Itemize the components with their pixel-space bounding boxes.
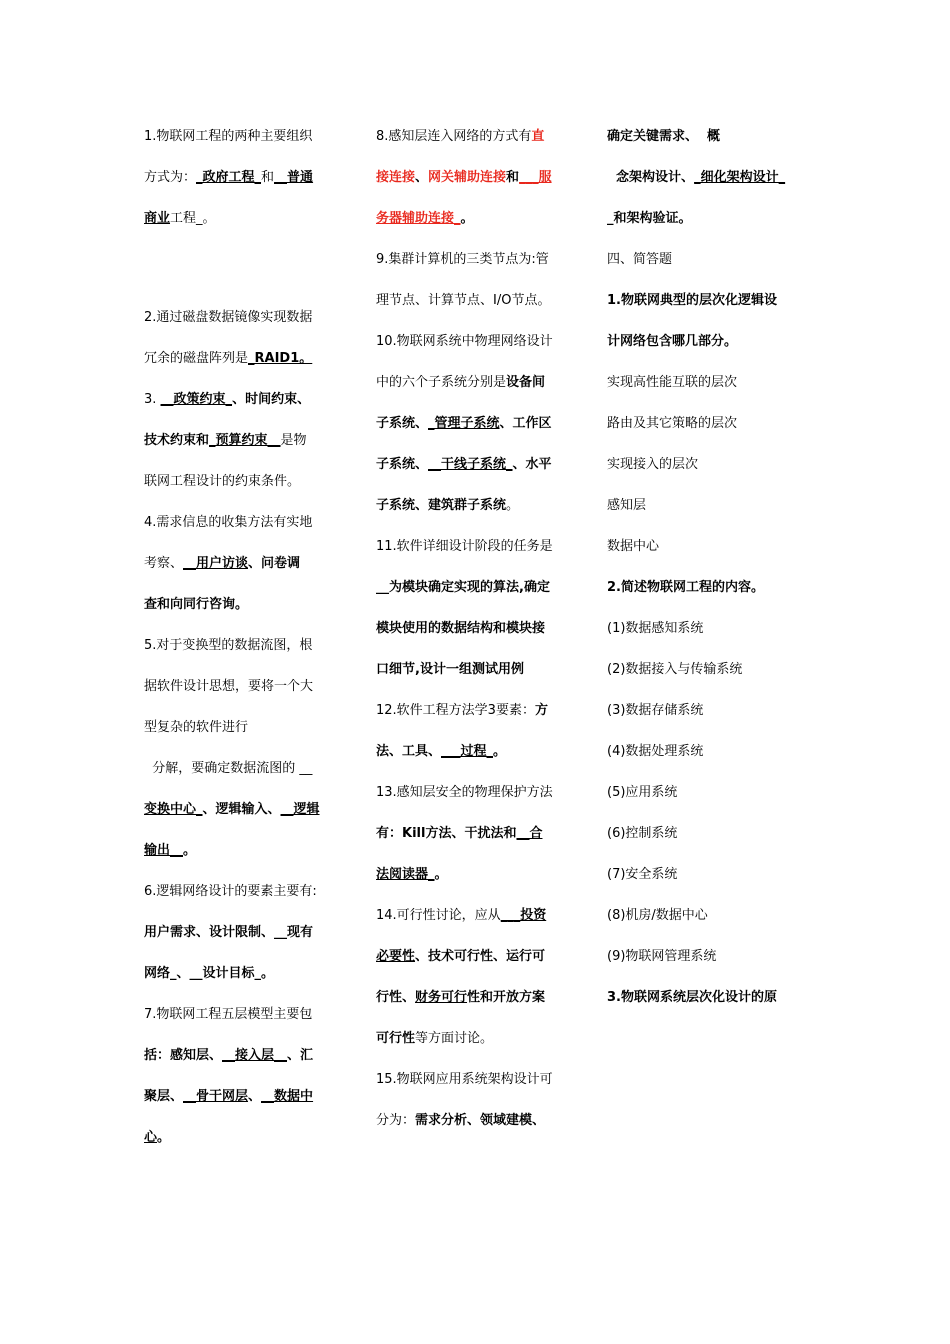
text-segment: 。: [183, 843, 197, 858]
text-segment: __合: [516, 826, 543, 841]
text-segment: ___过程_: [441, 744, 494, 759]
text-segment: 需求分析、领域建模、: [415, 1113, 546, 1128]
text-line: [607, 940, 817, 981]
text-segment: 必要性: [376, 949, 416, 964]
text-segment: ___服: [519, 170, 552, 185]
text-segment: 。: [460, 211, 474, 226]
text-line: [144, 629, 344, 670]
text-segment: 、时间约束、: [232, 392, 311, 407]
text-segment: 4.需求信息的收集方法有实地: [144, 515, 313, 530]
text-line: [376, 120, 576, 161]
text-line: [144, 752, 344, 793]
text-line: [376, 366, 576, 407]
text-line: [376, 817, 576, 858]
text-segment: 是物: [280, 433, 307, 448]
text-line: [607, 530, 817, 571]
text-segment: _政府工程_: [196, 170, 262, 185]
text-segment: (5)应用系统: [607, 785, 678, 800]
text-segment: 四、简答题: [607, 252, 673, 267]
text-segment: 数据中心: [607, 539, 660, 554]
text-line: [607, 202, 817, 243]
text-segment: 实现高性能互联的层次: [607, 375, 738, 390]
text-segment: 工程_。: [170, 211, 216, 226]
text-segment: 、技术可行性、运行可: [415, 949, 546, 964]
text-segment: 可行性: [376, 1031, 416, 1046]
text-segment: 方: [534, 703, 548, 718]
text-segment: 性和开放方案: [467, 990, 546, 1005]
text-line: [607, 120, 817, 161]
text-line: [376, 858, 576, 899]
text-segment: 考察、: [144, 556, 184, 571]
column-right: [607, 120, 817, 1022]
text-line: [144, 547, 344, 588]
text-line: [607, 284, 817, 325]
text-segment: 。: [493, 744, 507, 759]
text-segment: 务器辅助连接_: [376, 211, 461, 226]
text-line: [607, 817, 817, 858]
text-segment: 9.集群计算机的三类节点为:管: [376, 252, 549, 267]
text-segment: 商业: [144, 211, 171, 226]
text-segment: 型复杂的软件进行: [144, 720, 249, 735]
text-segment: 3.物联网系统层次化设计的原: [607, 990, 777, 1005]
text-line: [144, 711, 344, 752]
text-segment: __数据中: [261, 1089, 314, 1104]
text-line: [376, 899, 576, 940]
text-segment: 14.可行性讨论，应从: [376, 908, 501, 923]
text-segment: 、汇: [287, 1048, 314, 1063]
text-segment: _细化架构设计_: [694, 170, 786, 185]
text-line: [144, 793, 344, 834]
text-line: [144, 161, 344, 202]
text-segment: 12.软件工程方法学3要素：: [376, 703, 535, 718]
text-segment: 、水平: [512, 457, 552, 472]
text-line: [376, 1022, 576, 1063]
text-segment: __干线子系统_: [428, 457, 513, 472]
text-segment: 冗余的磁盘阵列是: [144, 351, 249, 366]
text-line: [376, 776, 576, 817]
text-segment: ___投资: [500, 908, 547, 923]
text-segment: 念架构设计、: [607, 170, 695, 185]
text-line: [144, 465, 344, 506]
text-line: [607, 366, 817, 407]
text-segment: 实现接入的层次: [607, 457, 699, 472]
text-segment: 网关辅助连接: [428, 170, 507, 185]
text-line: [607, 325, 817, 366]
text-line: [376, 284, 576, 325]
text-segment: 查和向同行咨询。: [144, 597, 249, 612]
text-segment: 、逻辑输入、: [202, 802, 281, 817]
text-segment: 行性、: [376, 990, 416, 1005]
text-line: [607, 981, 817, 1022]
text-line: [376, 161, 576, 202]
text-line: [144, 383, 344, 424]
text-segment: 感知层: [607, 498, 647, 513]
text-line: [376, 1063, 576, 1104]
text-segment: _和架构验证。: [607, 211, 692, 226]
text-line: [607, 612, 817, 653]
text-segment: 5.对于变换型的数据流图，根: [144, 638, 313, 653]
text-segment: 。: [157, 1130, 171, 1145]
text-segment: 聚层、: [144, 1089, 184, 1104]
text-segment: 联网工程设计的约束条件。: [144, 474, 301, 489]
text-line: [376, 448, 576, 489]
text-segment: __用户访谈: [183, 556, 249, 571]
text-segment: 技术约束和: [144, 433, 210, 448]
text-segment: 1.物联网工程的两种主要组织: [144, 129, 313, 144]
text-line: [376, 202, 576, 243]
text-line: [607, 448, 817, 489]
text-line: [144, 1080, 344, 1121]
text-line: [144, 998, 344, 1039]
text-segment: 口细节,设计一组测试用例: [376, 662, 524, 677]
text-line: [376, 571, 576, 612]
text-segment: 和: [506, 170, 520, 185]
text-line: [144, 506, 344, 547]
text-line: [144, 424, 344, 465]
text-segment: 15.物联网应用系统架构设计可: [376, 1072, 553, 1087]
text-segment: 3.: [144, 392, 161, 407]
text-line: [376, 325, 576, 366]
text-segment: 子系统、: [376, 416, 429, 431]
text-segment: 8.感知层连入网络的方式有: [376, 129, 532, 144]
text-segment: 心: [144, 1130, 158, 1145]
text-line: [607, 735, 817, 776]
text-line: [144, 342, 344, 383]
paragraph-gap: [144, 243, 344, 301]
text-segment: 变换中心_: [144, 802, 203, 817]
text-segment: (9)物联网管理系统: [607, 949, 717, 964]
text-segment: 、工作区: [499, 416, 552, 431]
text-segment: 分为：: [376, 1113, 416, 1128]
text-line: [144, 957, 344, 998]
text-segment: 据软件设计思想，要将一个大: [144, 679, 314, 694]
text-line: [376, 489, 576, 530]
text-line: [144, 875, 344, 916]
text-segment: 路由及其它策略的层次: [607, 416, 738, 431]
text-line: [376, 940, 576, 981]
text-line: [144, 1121, 344, 1162]
text-line: [376, 735, 576, 776]
text-segment: 理节点、计算节点、I/O节点。: [376, 293, 551, 308]
text-line: [144, 202, 344, 243]
text-segment: 7.物联网工程五层模型主要包: [144, 1007, 313, 1022]
text-segment: (6)控制系统: [607, 826, 678, 841]
text-segment: _RAID1。: [248, 351, 313, 366]
text-segment: 子系统、: [376, 457, 429, 472]
text-segment: __接入层__: [222, 1048, 288, 1063]
text-segment: 6.逻辑网络设计的要素主要有:: [144, 884, 317, 899]
text-segment: _预算约束__: [209, 433, 281, 448]
text-segment: 等方面讨论。: [415, 1031, 494, 1046]
text-segment: (3)数据存储系统: [607, 703, 704, 718]
text-segment: 接连接: [376, 170, 416, 185]
text-line: [376, 694, 576, 735]
text-line: [144, 916, 344, 957]
text-segment: (4)数据处理系统: [607, 744, 704, 759]
text-segment: 法阅读器_: [376, 867, 435, 882]
text-line: [144, 301, 344, 342]
text-segment: __为模块确定实现的算法,确定: [376, 580, 550, 595]
text-segment: 计网络包含哪几部分。: [607, 334, 738, 349]
text-segment: 、问卷调: [248, 556, 301, 571]
text-segment: 设备间: [506, 375, 546, 390]
text-segment: 13.感知层安全的物理保护方法: [376, 785, 553, 800]
text-segment: 括：感知层、: [144, 1048, 223, 1063]
text-segment: __骨干网层: [183, 1089, 249, 1104]
text-line: [607, 407, 817, 448]
text-line: [376, 407, 576, 448]
text-segment: 、: [415, 170, 429, 185]
text-segment: (2)数据接入与传输系统: [607, 662, 743, 677]
text-line: [144, 834, 344, 875]
text-segment: 输出__: [144, 843, 184, 858]
text-segment: 。: [506, 498, 520, 513]
text-segment: 用户需求、设计限制、__现有: [144, 925, 314, 940]
text-segment: 、: [248, 1089, 262, 1104]
text-segment: 10.物联网系统中物理网络设计: [376, 334, 553, 349]
text-segment: 1.物联网典型的层次化逻辑设: [607, 293, 777, 308]
text-segment: 确定关键需求、 概: [607, 129, 721, 144]
text-segment: 方式为：: [144, 170, 197, 185]
text-segment: 中的六个子系统分别是: [376, 375, 507, 390]
text-line: [607, 243, 817, 284]
text-segment: 11.软件详细设计阶段的任务是: [376, 539, 553, 554]
text-line: [376, 1104, 576, 1145]
text-segment: (1)数据感知系统: [607, 621, 704, 636]
text-segment: 直: [531, 129, 545, 144]
text-segment: 模块使用的数据结构和模块接: [376, 621, 546, 636]
text-line: [144, 120, 344, 161]
text-line: [607, 694, 817, 735]
text-segment: 有：Kill方法、干扰法和: [376, 826, 517, 841]
text-line: [144, 670, 344, 711]
text-line: [144, 1039, 344, 1080]
text-line: [607, 858, 817, 899]
column-left: [144, 120, 344, 1162]
text-line: [376, 530, 576, 571]
text-segment: 财务可行: [415, 990, 468, 1005]
text-segment: 网络_、__设计目标_。: [144, 966, 275, 981]
text-segment: __逻辑: [280, 802, 320, 817]
text-segment: 2.通过磁盘数据镜像实现数据: [144, 310, 313, 325]
text-line: [607, 571, 817, 612]
text-line: [607, 161, 817, 202]
text-line: [144, 588, 344, 629]
text-line: [376, 653, 576, 694]
text-segment: (8)机房/数据中心: [607, 908, 708, 923]
column-middle: [376, 120, 576, 1145]
text-line: [607, 489, 817, 530]
text-segment: _管理子系统: [428, 416, 500, 431]
text-segment: (7)安全系统: [607, 867, 678, 882]
text-line: [376, 981, 576, 1022]
text-segment: 法、工具、: [376, 744, 442, 759]
text-segment: __政策约束_: [160, 392, 233, 407]
text-segment: 。: [434, 867, 448, 882]
text-line: [376, 243, 576, 284]
text-line: [376, 612, 576, 653]
text-segment: 2.简述物联网工程的内容。: [607, 580, 764, 595]
text-line: [607, 899, 817, 940]
text-line: [607, 653, 817, 694]
text-segment: 和: [261, 170, 275, 185]
text-segment: 子系统、建筑群子系统: [376, 498, 507, 513]
text-line: [607, 776, 817, 817]
text-segment: 分解，要确定数据流图的 __: [144, 761, 313, 776]
text-segment: __普通: [274, 170, 314, 185]
